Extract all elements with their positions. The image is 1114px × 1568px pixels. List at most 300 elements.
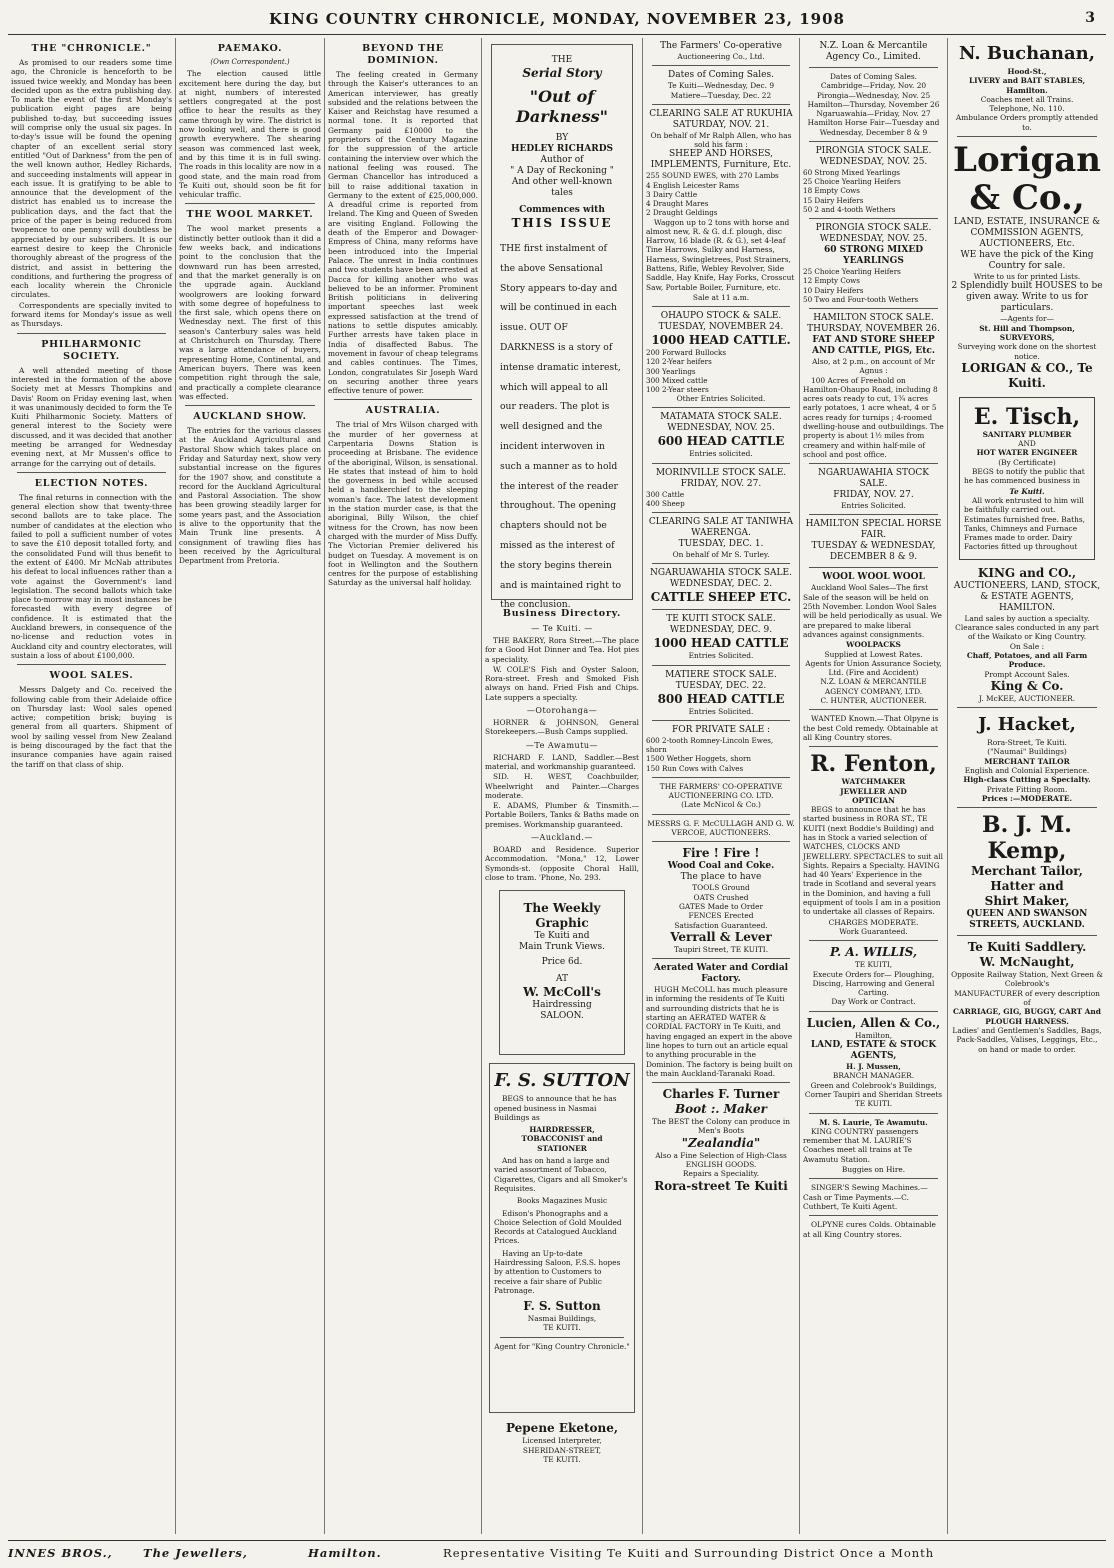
kingco-auctioneer: J. McKEE, AUCTIONEER.	[978, 693, 1076, 703]
farmers2-agents: MESSRS G. F. McCULLAGH AND G. W. VERCOE, AUCTIONEERS.	[647, 818, 795, 838]
kingco-line: Land sales by auction a specialty.	[964, 613, 1090, 623]
pirongia2-date: WEDNESDAY, NOV. 25.	[819, 234, 928, 245]
private-lot: 1500 Wether Hoggets, shorn	[646, 754, 752, 764]
divider	[652, 1082, 790, 1083]
pirongia2-lot: 25 Choice Yearling Heifers	[803, 267, 901, 277]
heading-election: ELECTION NOTES.	[34, 477, 149, 489]
divider	[334, 399, 472, 400]
fire-note: Satisfaction Guaranteed.	[674, 920, 768, 930]
page-number: 3	[1085, 10, 1096, 26]
sutton-intro: BEGS to announce that he has opened business in Nasmai Buildings as	[494, 1094, 617, 1122]
location-te-awamutu: —Te Awamutu—	[525, 740, 599, 750]
willis-ad	[803, 945, 944, 1006]
lorigan-signature: LORIGAN & CO., Te Kuiti.	[961, 360, 1093, 390]
nzloan-name: N.Z. Loan & Mercantile Agency Co., Limited.	[819, 41, 928, 62]
heading-wool-sales: WOOL SALES.	[49, 670, 134, 682]
divider	[652, 306, 790, 307]
business-listing: SID. H. WEST, Coachbuilder, Wheelwright and Painter.—Charges moderate.	[485, 772, 639, 800]
serial-prev-work: " A Day of Reckoning "	[510, 166, 614, 176]
hamilton-sale	[803, 313, 944, 459]
rukuhia-sale	[646, 109, 796, 302]
singer-ad: SINGER'S Sewing Machines.—Cash or Time Payments.—C. Cuthbert, Te Kuiti Agent.	[803, 1183, 928, 1211]
pirongia-sale-2	[803, 223, 944, 304]
weekly-graphic-price: Price 6d.	[541, 957, 583, 968]
farmers-name: The Farmers' Co-operative	[660, 41, 782, 51]
woolpacks: WOOLPACKS	[846, 640, 901, 650]
private-sale	[646, 725, 796, 773]
masthead	[0, 10, 1114, 36]
buchanan-phone: Telephone, No. 110.	[989, 104, 1065, 114]
turner-address: Rora-street Te Kuiti	[654, 1178, 788, 1193]
business-listing: E. ADAMS, Plumber & Tinsmith.—Portable Boilers, Tanks & Baths made on premises. Workmanship guaranteed.	[485, 801, 639, 829]
divider	[652, 609, 790, 610]
farmers-sub: Auctioneering Co., Ltd.	[677, 52, 765, 61]
divider	[809, 514, 938, 515]
rukuhia-time: Sale at 11 a.m.	[692, 292, 750, 302]
serial-author: HEDLEY RICHARDS	[510, 144, 614, 154]
nzloan-date: Ngaruawahia—Friday, Nov. 27	[816, 109, 931, 119]
ohaupo-lot: 120 2-Year heifers	[646, 357, 712, 367]
kingco-prompt: Prompt Account Sales.	[984, 669, 1070, 679]
sutton-agent: Agent for "King Country Chronicle."	[494, 1341, 630, 1351]
matamata-headline: 600 HEAD CATTLE	[657, 434, 785, 449]
rukuhia-misc: Waggon up to 2 tons with horse and almost new, R. & G. d.f. plough, disc Harrow, 16 blade (R. & G.), set 4-leaf Tine Harrows, Sulky and Harness, Harness, Swingletrees, Post Strainers, Battens, Rifle, Webley Revolver, Side Saddle, Hay Knife, Hay Forks, Crosscut Saw, Portable Boiler, Furniture, etc.	[646, 217, 795, 292]
willis-name: P. A. WILLIS,	[829, 945, 918, 960]
serial-this-issue: THIS ISSUE	[511, 216, 613, 230]
ngaruawahia-sale-2	[803, 468, 944, 510]
column-3	[324, 38, 481, 1534]
ngaruawahia-headline: CATTLE SHEEP ETC.	[650, 590, 792, 605]
tisch-trade-2: HOT WATER ENGINEER	[976, 448, 1078, 458]
hacket-address: Rora-Street, Te Kuiti.	[987, 738, 1067, 748]
nzloan-date: Pirongia—Wednesday, Nov. 25	[816, 90, 931, 100]
farmers-coop-footer	[646, 782, 796, 837]
laurie-hire: Buggies on Hire.	[841, 1165, 906, 1175]
election-article: The final returns in connection with the general election show that twenty-three second ballots are to take place. The number of candidates at the election who failed to poll a sufficient number of votes to save the £10 deposit totalled forty, and the consolidated Fund will thus benefit to the extent of £400. Mr McNab attributes his defeat to local influences rather than a vote against the Government's land legislation. The second ballots which take place to-morrow may in most instances be forecasted with every degree of confidence. It is estimated that the Auckland brewers, in consequence of the no-license and reduction votes in Auckland city and country electorates, will sustain a loss of about £100,000.	[11, 492, 172, 660]
ngaruawahia2-date: FRIDAY, NOV. 27.	[833, 490, 914, 501]
serial-author-of: Author of	[540, 155, 584, 165]
nzloan-dates-heading: Dates of Coming Sales.	[829, 72, 918, 81]
ohaupo-lot: 100 2-Year steers	[646, 384, 709, 394]
heading-wool-market: THE WOOL MARKET.	[186, 209, 314, 221]
chronicle-article-2: Correspondents are specially invited to forward items for Monday's issue as well as Thursdays.	[11, 300, 172, 329]
hamilton-body: 100 Acres of Freehold on Hamilton-Ohaupo Road, including 8 acres oats ready to cut, 1¾ acres early potatoes, 1 acre wheat, 4 or 5 acres ready for turnips ; 4-roomed dwelling-house and outbuildings. The property is about 1½ miles from creamery and within half-mile of school and post office.	[803, 375, 944, 459]
sutton-trade-2: TOBACCONIST and	[521, 1134, 603, 1144]
buchanan-coaches: Coaches meet all Trains.	[980, 94, 1074, 104]
divider	[809, 1011, 938, 1012]
saddlery-opposite: Opposite Railway Station, Next Green & Colebrook's	[951, 970, 1103, 989]
morinville-date: FRIDAY, NOV. 27.	[680, 478, 762, 489]
sutton-saloon: Having an Up-to-date Hairdressing Saloon, F.S.S. hopes by attention to Customers to receive a fair share of Public Patronage.	[494, 1248, 621, 1295]
kingco-on-sale: On Sale :	[1009, 641, 1045, 651]
kingco-signature: King & Co.	[990, 678, 1064, 693]
business-listing: BOARD and Residence. Superior Accommodation. "Mona," 12, Lower Symonds-st. (opposite Choral Halll, close to tram. 'Phone, No. 293.	[485, 845, 639, 882]
pirongia2-headline: 60 STRONG MIXED YEARLINGS	[823, 245, 924, 267]
lorigan-pick: WE have the pick of the King Country for sale.	[960, 250, 1094, 272]
divider	[652, 512, 790, 513]
divider	[17, 333, 166, 334]
sutton-goods: Books Magazines Music	[516, 1196, 608, 1206]
serial-label: Serial Story	[522, 66, 602, 80]
matiere-sale	[646, 670, 796, 716]
fire-address: Taupiri Street, TE KUITI.	[673, 944, 769, 954]
sutton-ad	[489, 1063, 635, 1413]
location-auckland: —Auckland.—	[531, 833, 593, 843]
horse-fair	[803, 519, 944, 563]
saddlery-goods-2: Ladies' and Gentlemen's Saddles, Bags, Pack-Saddles, Valises, Leggings, Etc., on hand or made to order.	[952, 1025, 1102, 1054]
weekly-graphic-ad	[499, 890, 625, 1055]
rukuhia-lot: 2 Draught Geldings	[646, 208, 718, 218]
fenton-charges: CHARGES MODERATE.	[828, 917, 919, 927]
sutton-signature: F. S. Sutton	[523, 1299, 601, 1314]
wool-agents: Agents for Union Assurance Society, Ltd. (Fire and Accident)	[805, 658, 942, 678]
business-listing: THE BAKERY, Rora Street.—The place for a Good Hot Dinner and Tea. Hot pies a speciality.	[485, 636, 639, 664]
ohaupo-headline: 1000 HEAD CATTLE.	[651, 333, 791, 348]
rukuhia-items: SHEEP AND HORSES, IMPLEMENTS, Furniture, Etc.	[650, 149, 792, 171]
wool-sales-article: Messrs Dalgety and Co. received the following cable from their Adelaide office on Thursday last: Wool sales opened active; competition brisk; buying is general from all quarters. Shipment of wool by sailing vessel from New Zealand is being discouraged by the fact that the insurance companies have again raised the tariff on that class of ship.	[11, 685, 172, 769]
serial-the: THE	[551, 55, 573, 65]
masthead-title: KING COUNTRY CHRONICLE, MONDAY, NOVEMBER 23, 1908	[269, 10, 845, 28]
lorigan-surveying: Surveying work done on the shortest notice.	[957, 342, 1097, 361]
wool-company: N.Z. LOAN & MERCANTILE AGENCY COMPANY, LTD.	[820, 677, 927, 696]
laurie-name: M. S. Laurie, Te Awamutu.	[819, 1117, 928, 1127]
divider	[809, 218, 938, 219]
fire-firm-name: Verrall & Lever	[670, 929, 772, 944]
fire-ad	[646, 846, 796, 954]
tekuiti-sale-headline: 1000 HEAD CATTLE	[653, 636, 789, 651]
weekly-graphic-l4: Main Trunk Views.	[518, 942, 606, 953]
turner-note: The BEST the Colony can produce in Men's Boots	[651, 1117, 791, 1136]
fire-line: FENCES Erected	[688, 911, 754, 921]
farmers-coop-header	[646, 41, 796, 100]
philharmonic-article: A well attended meeting of those interested in the formation of the above Society met at Messrs Thompkins and Davis' Room on Friday evening last, when it was unanimously decided to form the Te Kuiti Philharmonic Society. Matters of general interest to the Society were discussed, and it was decided that another meeting be arranged for Wednesday evening next, at Mr Mussen's office to arrange for the carrying out of details.	[11, 365, 172, 468]
willis-town: TE KUITI,	[854, 960, 893, 970]
morinville-lot: 300 Cattle	[646, 489, 685, 499]
rukuhia-date: SATURDAY, NOV. 21.	[672, 119, 770, 130]
heading-auckland-show: AUCKLAND SHOW.	[193, 411, 307, 423]
location-otorohanga: —Otorohanga—	[526, 706, 598, 716]
hacket-ad	[951, 712, 1103, 803]
serial-other: And other well-known tales	[511, 177, 613, 198]
private-lot: 150 Run Cows with Calves	[646, 763, 744, 773]
kingco-name: KING and CO.,	[977, 565, 1077, 580]
weekly-graphic-at: AT	[555, 974, 568, 985]
tisch-trade-1: SANITARY PLUMBER	[982, 429, 1072, 439]
ohaupo-lot: 300 Mixed cattle	[646, 375, 708, 385]
private-heading: FOR PRIVATE SALE :	[671, 725, 771, 736]
footer-text: Representative Visiting Te Kuiti and Surrounding District Once a Month	[443, 1546, 935, 1560]
footer-ad	[8, 1540, 1106, 1560]
aerated-body: HUGH McCOLL has much pleasure in informing the residents of Te Kuiti and surrounding districts that he is starting an AERATED WATER & CORDIAL FACTORY in Te Kuiti, and having engaged an expert in the above line hopes to turn out an article equal to anything procurable in the Dominion. The factory is being built on the main Auckland-Taranaki Road.	[646, 985, 793, 1078]
ohaupo-lot: 200 Forward Bullocks	[646, 348, 727, 358]
matiere-heading: MATIERE STOCK SALE.	[665, 669, 777, 680]
lucien-title: BRANCH MANAGER.	[832, 1071, 915, 1081]
fenton-trade: JEWELLER AND	[840, 786, 907, 796]
rukuhia-heading: CLEARING SALE AT RUKUHIA	[649, 108, 793, 119]
heading-philharmonic: PHILHARMONIC SOCIETY.	[41, 338, 142, 362]
laurie-ad	[803, 1118, 944, 1175]
sutton-town: TE KUITI.	[543, 1323, 581, 1333]
turner-name: Charles F. Turner	[662, 1087, 780, 1102]
pepene-ad	[485, 1421, 639, 1464]
auckland-show-article: The entries for the various classes at the Auckland Agricultural and Pastoral Show which takes place on Friday and Saturday next, show very substantial increase on the figures for the 1907 show, and constitute a record for the Auckland Agricultural and Pastoral Association. The show has been growing steadily larger for some years past, and the Association is alive to the opportunity that the Main Trunk line presents. A consignment of trawling flies has been received by the Agricultural Department from Pretoria.	[179, 426, 321, 566]
horsefair-heading: HAMILTON SPECIAL HORSE FAIR.	[805, 519, 942, 541]
farmers2-sub: (Late McNicol & Co.)	[681, 800, 761, 810]
column-1	[8, 38, 175, 1534]
serial-body: THE first instalment of the above Sensational Story appears to-day and will be continued in each issue. OUT OF DARKNESS is a story of intense dramatic interest, which will appeal to all our readers. The plot is well designed and the incident interwoven in such a manner as to hold the interest of the reader throughout. The opening chapters should not be missed as the interest of the story begins therein and is maintained right to the conclusion.	[500, 243, 622, 611]
lucien-trade: LAND, ESTATE & STOCK AGENTS,	[810, 1040, 937, 1062]
divider	[17, 472, 166, 473]
saddlery-owner: W. McNaught,	[979, 955, 1075, 970]
taniwha-date: TUESDAY, DEC. 1.	[678, 539, 764, 550]
pirongia2-lot: 10 Dairy Heifers	[803, 285, 864, 295]
pirongia-heading: PIRONGIA STOCK SALE.	[815, 146, 932, 157]
kemp-trade: Merchant Tailor,	[971, 864, 1083, 879]
pirongia2-lot: 50 Two and Four-tooth Wethers	[803, 294, 919, 304]
turner-trade: Boot :. Maker	[675, 1102, 767, 1117]
fire-heading: Fire ! Fire !	[682, 846, 760, 861]
tisch-name: E. Tisch,	[973, 403, 1081, 430]
heading-business-directory: Business Directory.	[502, 608, 622, 619]
fenton-trade: OPTICIAN	[852, 795, 895, 805]
aerated-heading: Aerated Water and Cordial Factory.	[653, 963, 789, 985]
tekuiti-sale-heading: TE KUITI STOCK SALE.	[666, 614, 776, 625]
rukuhia-lot: 255 SOUND EWES, with 270 Lambs	[646, 171, 779, 181]
buchanan-trade: LIVERY and BAIT STABLES,	[968, 76, 1086, 86]
morinville-sale	[646, 468, 796, 508]
ohaupo-heading: OHAUPO STOCK & SALE.	[660, 311, 782, 322]
matamata-note: Entries solicited.	[689, 449, 753, 459]
divider	[500, 1337, 624, 1338]
serial-commences: Commences with	[519, 205, 605, 215]
lucien-town: Hamilton,	[854, 1030, 893, 1040]
king-co-ad	[951, 566, 1103, 703]
nzloan-header	[803, 41, 944, 137]
pirongia-lot: 50 2 and 4-tooth Wethers	[803, 204, 896, 214]
divider	[809, 308, 938, 309]
pepene-trade: Licensed Interpreter,	[522, 1436, 602, 1446]
wool-heading: WOOL WOOL WOOL	[822, 572, 925, 583]
hacket-name: J. Hacket,	[978, 714, 1076, 736]
rukuhia-intro: On behalf of Mr Ralph Allen, who has sold his farm :	[650, 130, 792, 150]
kemp-name: B. J. M. Kemp,	[982, 812, 1072, 865]
fenton-trade: WATCHMAKER	[841, 777, 906, 787]
fenton-name: R. Fenton,	[810, 751, 937, 778]
heading-beyond-dominion: BEYOND THE DOMINION.	[362, 43, 444, 66]
wool-ad	[803, 572, 944, 705]
hacket-experience: English and Colonial Experience.	[964, 765, 1090, 775]
aerated-ad	[646, 963, 796, 1078]
heading-paemako: PAEMAKO.	[217, 43, 283, 54]
kemp-ad	[951, 812, 1103, 931]
divider	[809, 1215, 938, 1216]
nzloan-date: Hamilton—Thursday, November 26	[807, 99, 940, 109]
divider	[652, 463, 790, 464]
divider	[652, 65, 790, 66]
heading-chronicle: THE "CHRONICLE."	[31, 43, 152, 54]
tisch-cert: (By Certificate)	[998, 457, 1056, 467]
fire-line: OATS Crushed	[693, 892, 749, 902]
fenton-ad	[803, 751, 944, 936]
hamilton-headline: FAT AND STORE SHEEP AND CATTLE, PIGS, Etc.	[811, 334, 936, 356]
divider	[652, 814, 790, 815]
lorigan-agents: —Agents for—	[1000, 314, 1054, 324]
divider	[957, 136, 1097, 137]
pepene-street: SHERIDAN-STREET,	[522, 1445, 602, 1455]
weekly-graphic-seller: W. McColl's	[523, 985, 601, 1000]
turner-ad	[646, 1087, 796, 1193]
fire-place: The place to have	[680, 872, 762, 883]
tekuiti-sale-date: WEDNESDAY, DEC. 9.	[669, 625, 773, 636]
divider	[809, 709, 938, 710]
kingco-trade: AUCTIONEERS, LAND, STOCK, & ESTATE AGENTS, HAMILTON.	[953, 580, 1101, 613]
woolpacks-supplied: Supplied at Lowest Rates.	[824, 649, 923, 659]
paemako-article: The election caused little excitement here during the day, but at night, numbers of interested settlers congregated at the post office to hear the results as they came through by wire. The district is now looking well, and there is good growth everywhere. The shearing season was commenced last week, and by this time it is in full swing. The roads in this locality are now in a good state, and the main road from Te Kuiti out, should soon be fit for vehicular traffic.	[179, 69, 321, 200]
tekuiti-sale-note: Entries Solicited.	[688, 651, 754, 661]
business-listing: RICHARD F. LAND, Saddler.—Best material, and workmanship guaranteed.	[485, 752, 639, 771]
ngaruawahia-sale	[646, 568, 796, 605]
matiere-date: TUESDAY, DEC. 22.	[675, 680, 767, 691]
pirongia2-heading: PIRONGIA STOCK SALE.	[815, 223, 932, 234]
willis-note: Day Work or Contract.	[831, 997, 916, 1007]
lorigan-surveyors: St. Hill and Thompson, SURVEYORS,	[979, 323, 1075, 342]
divider	[652, 665, 790, 666]
lorigan-co: & Co.,	[969, 178, 1085, 219]
private-lot: 600 2-tooth Romney-Lincoln Ewes, shorn	[646, 736, 774, 755]
willis-body: Execute Orders for— Ploughing, Discing, Harrowing and General Carting.	[812, 969, 935, 998]
laurie-body: KING COUNTRY passengers remember that M. LAURIE'S Coaches meet all trains at Te Awamutu Station.	[803, 1126, 919, 1164]
wool-market-article: The wool market presents a distinctly better outlook than it did a few weeks back, and indications point to the conclusion that the downward run has been arrested, and that the market generally is on the upgrade again. Auckland woolgrowers are looking forward with some degree of hopefulness to the first sale, which opens there on Wednesday next. The first of this season's Canterbury sales was held at Christchurch on Thursday. There was a large attendance of buyers, representing Home, Continental, and American buyers. There was keen competition right through the sale, and practically a complete clearance was effected.	[179, 224, 321, 401]
divider	[652, 777, 790, 778]
sutton-records: Edison's Phonographs and a Choice Selection of Gold Moulded Records at Catalogued Auckland Prices.	[494, 1208, 622, 1246]
tisch-body-2: All work entrusted to him will be faithfully carried out. Estimates furnished free. Baths, Tanks, Chimneys and Furnace Frames made to order. Dairy Factories fitted up throughout	[964, 495, 1086, 552]
weekly-graphic-saloon: SALOON.	[540, 1011, 584, 1022]
olpyne-ad: WANTED Known.—That Olpyne is the best Cold remedy. Obtainable at all King Country stores.	[803, 714, 939, 742]
fire-line: GATES Made to Order	[679, 901, 763, 911]
hacket-trade: MERCHANT TAILOR	[984, 756, 1070, 766]
divider	[957, 707, 1097, 708]
pepene-name: Pepene Eketone,	[505, 1421, 619, 1436]
serial-story-ad	[491, 44, 633, 611]
weekly-graphic-l2: Graphic	[535, 916, 589, 931]
hamilton-also: Also, at 2 p.m., on account of Mr Agnus :	[812, 356, 935, 376]
taniwha-intro: On behalf of Mr S. Turley.	[672, 550, 770, 560]
sutton-trade-3: STATIONER	[537, 1143, 587, 1153]
sutton-trade-1: HAIRDRESSER,	[529, 1125, 595, 1135]
pirongia2-lot: 12 Empty Cows	[803, 276, 860, 286]
ohaupo-lot: 300 Yearlings	[646, 366, 696, 376]
rukuhia-lot: 4 English Leicester Rams	[646, 180, 740, 190]
fenton-work: Work Guaranteed.	[839, 926, 908, 936]
divider	[809, 67, 938, 68]
farmers-date: Te Kuiti—Wednesday, Dec. 9	[667, 81, 775, 91]
weekly-graphic-l3: Te Kuiti and	[534, 931, 590, 942]
business-listing: HORNER & JOHNSON, General Storekeepers.—Bush Camps supplied.	[485, 718, 639, 737]
saddlery-body: MANUFACTURER of every description of	[954, 988, 1100, 1008]
divider	[652, 407, 790, 408]
buchanan-ambulance: Ambulance Orders promptly attended to.	[955, 113, 1099, 132]
business-listing: W. COLE'S Fish and Oyster Saloon, Rora-street. Fresh and Smoked Fish always on hand. Fried Fish and Chips. Late suppers a specialty.	[485, 664, 639, 702]
wool-body: Auckland Wool Sales—The first Sale of the season will be held on 25th November. London Wool Sales will be held periodically as usual. We are prepared to make liberal advances against consignments.	[803, 583, 942, 639]
kingco-goods: Chaff, Potatoes, and all Farm Produce.	[966, 650, 1088, 670]
nzloan-date: Cambridge—Friday, Nov. 20	[820, 81, 927, 91]
nzloan-date: Hamilton Horse Fair—Tuesday and Wednesday, December 8 & 9	[807, 118, 940, 137]
chronicle-article: As promised to our readers some time ago, the Chronicle is henceforth to be issued twice weekly, and Monday has been decided upon as the extra publishing day. To mark the event of the first Monday's publication eight pages are being published to-day, but succeeding issues will comprise only the usual six pages. In to-day's issue will be found the opening chapter of an excellent serial story entitled "Out of Darkness" from the pen of the well known author, Hedley Richards, and succeeding instalments will appear in each issue. It is gratifying to be able to announce that the development of the district has enabled us to increase the publication days, and the fact that the price of the paper is being reduced from twopence to one penny will doubtless be appreciated by our subscribers. It is our earnest desire to keep the Chronicle thoroughly abreast of the progress of the district, and assist in bettering the conditions, and furthering the progress of each locality wherein the Chronicle circulates.	[11, 58, 172, 300]
lorigan-write: Write to us for printed Lists.	[973, 272, 1081, 282]
saddlery-goods: CARRIAGE, GIG, BUGGY, CART And PLOUGH HARNESS.	[953, 1007, 1101, 1026]
wool-auctioneer: C. HUNTER, AUCTIONEER.	[820, 696, 927, 706]
divider	[809, 746, 938, 747]
divider	[652, 104, 790, 105]
buchanan-ad	[951, 41, 1103, 132]
divider	[652, 563, 790, 564]
ohaupo-date: TUESDAY, NOVEMBER 24.	[658, 322, 784, 333]
taniwha-sale	[646, 517, 796, 559]
divider	[652, 720, 790, 721]
lorigan-ad	[951, 141, 1103, 391]
column-6	[799, 38, 947, 1534]
ohaupo-note: Other Entries Solicited.	[676, 394, 766, 404]
divider	[809, 567, 938, 568]
pirongia-lot: 18 Empty Cows	[803, 186, 860, 196]
column-4	[481, 38, 642, 1534]
divider	[809, 463, 938, 464]
paemako-byline: (Own Correspondent.)	[210, 58, 290, 66]
footer-town: Hamilton.	[308, 1546, 382, 1560]
morinville-lot: 400 Sheep	[646, 498, 685, 508]
pirongia-lot: 15 Dairy Heifers	[803, 195, 864, 205]
divider	[652, 841, 790, 842]
turner-goods: Also a Fine Selection of High-Class ENGLISH GOODS.	[655, 1150, 787, 1170]
ngaruawahia2-heading: NGARUAWAHIA STOCK SALE.	[817, 468, 929, 490]
divider	[957, 807, 1097, 808]
hamilton-date: THURSDAY, NOVEMBER 26.	[807, 323, 940, 334]
kemp-address: QUEEN AND SWANSON STREETS, AUCKLAND.	[966, 909, 1088, 931]
pirongia-date: WEDNESDAY, NOV. 25.	[819, 157, 928, 168]
tekuiti-stock-sale	[646, 614, 796, 660]
ohaupo-sale	[646, 311, 796, 403]
sutton-building: Nasmai Buildings,	[527, 1314, 597, 1324]
tisch-town: Te Kuiti.	[1009, 486, 1045, 496]
divider	[809, 1178, 938, 1179]
lucien-ad	[803, 1016, 944, 1109]
divider	[185, 203, 315, 204]
sutton-body: And has on hand a large and varied assortment of Tobacco, Cigarettes, Cigars and all Smoker's Requisites.	[494, 1156, 628, 1193]
fire-sub: Wood Coal and Coke.	[667, 861, 775, 872]
divider	[957, 935, 1097, 936]
lorigan-name: Lorigan	[953, 140, 1101, 181]
footer-name: INNES BROS.,	[8, 1546, 113, 1560]
divider	[809, 940, 938, 941]
lucien-address: Green and Colebrook's Buildings, Corner Taupiri and Sheridan Streets TE KUITI.	[804, 1080, 943, 1109]
olpyne-ad-2: OLPYNE cures Colds. Obtainable at all King Country stores.	[803, 1220, 936, 1239]
lorigan-houses: 2 Splendidly built HOUSES to be given away. Write to us for particulars.	[951, 281, 1103, 314]
saddlery-name: Te Kuiti Saddlery.	[967, 940, 1087, 955]
ngaruawahia2-note: Entries Solicited.	[841, 501, 906, 511]
buchanan-town: Hamilton.	[1006, 85, 1048, 95]
tisch-body: BEGS to notify the public that he has commenced business in	[964, 467, 1085, 486]
ngaruawahia-date: WEDNESDAY, DEC. 2.	[669, 579, 773, 590]
heading-australia: AUSTRALIA.	[365, 405, 441, 417]
matamata-sale	[646, 412, 796, 458]
farmers2-name: THE FARMERS' CO-OPERATIVE AUCTIONEERING CO. LTD.	[659, 781, 783, 801]
hacket-building: ("Naumai" Buildings)	[987, 747, 1067, 757]
fenton-body: BEGS to announce that he has started business in RORA ST., TE KUITI (next Boddie's Building) and has in Stock a varied selection of WATCHES, CLOCKS AND JEWELLERY. SPECTACLES to suit all Sights. Repairs a Specialty. HAVING had 40 Years' Experience in the trade in Scotland and several years in the Dominion, and having a full equipment of tools I am in a position to undertake all classes of Repairs.	[803, 805, 943, 917]
footer-trade: The Jewellers,	[143, 1546, 248, 1560]
kemp-trade: Hatter and	[990, 879, 1064, 894]
rukuhia-lot: 4 Draught Mares	[646, 199, 709, 209]
tisch-and: AND	[1018, 439, 1036, 449]
